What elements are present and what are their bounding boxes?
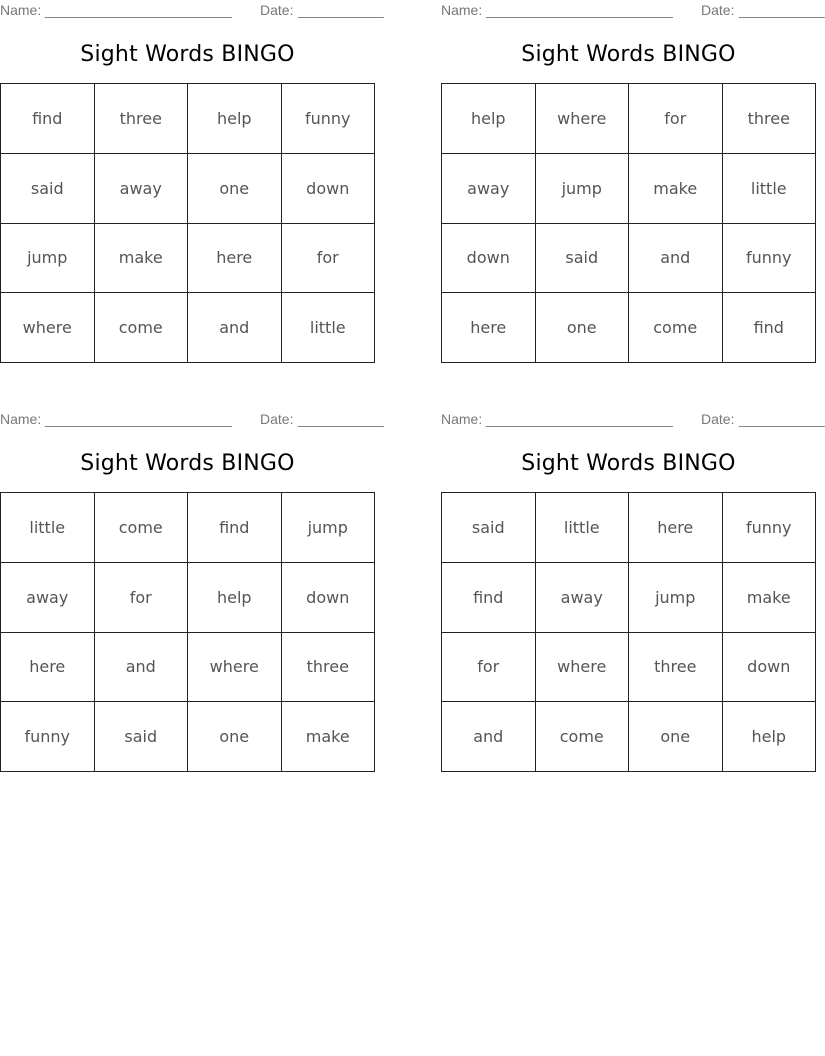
bingo-cell: one (629, 702, 723, 772)
bingo-cell: away (536, 563, 630, 633)
bingo-cell: where (536, 84, 630, 154)
bingo-cell: make (282, 702, 376, 772)
bingo-cell: for (95, 563, 189, 633)
bingo-cell: three (723, 84, 817, 154)
bingo-cell: and (188, 293, 282, 363)
name-field: ________________________ (45, 411, 232, 427)
bingo-cell: said (536, 224, 630, 294)
bingo-cell: little (536, 493, 630, 563)
date-label: Date: (701, 411, 735, 427)
bingo-cell: and (629, 224, 723, 294)
bingo-grid (0, 83, 375, 363)
bingo-cell: down (282, 154, 376, 224)
bingo-cell: come (629, 293, 723, 363)
bingo-cell: for (442, 633, 536, 703)
bingo-cell: for (282, 224, 376, 294)
bingo-cell: make (95, 224, 189, 294)
bingo-cell: here (442, 293, 536, 363)
bingo-cell: one (536, 293, 630, 363)
bingo-cell: jump (1, 224, 95, 294)
date-field: ___________ (739, 2, 825, 18)
date-field: ___________ (298, 411, 384, 427)
bingo-cell: come (95, 293, 189, 363)
bingo-cell: three (95, 84, 189, 154)
bingo-cell: find (723, 293, 817, 363)
name-date-header (0, 411, 384, 429)
bingo-cell: and (95, 633, 189, 703)
bingo-cell: and (442, 702, 536, 772)
bingo-cell: funny (1, 702, 95, 772)
bingo-cell: help (188, 84, 282, 154)
date-label: Date: (701, 2, 735, 18)
bingo-cell: funny (723, 224, 817, 294)
bingo-cell: little (723, 154, 817, 224)
card-title: Sight Words BINGO (80, 451, 295, 476)
date-field: ___________ (298, 2, 384, 18)
bingo-cell: down (723, 633, 817, 703)
bingo-cell: little (1, 493, 95, 563)
name-date-header (0, 2, 384, 20)
bingo-cell: three (629, 633, 723, 703)
date-label: Date: (260, 2, 294, 18)
bingo-cell: funny (723, 493, 817, 563)
bingo-cell: where (536, 633, 630, 703)
bingo-card (0, 0, 384, 338)
bingo-grid (441, 83, 816, 363)
bingo-cell: funny (282, 84, 376, 154)
name-field: ________________________ (486, 2, 673, 18)
bingo-cell: said (95, 702, 189, 772)
bingo-cell: three (282, 633, 376, 703)
bingo-cell: make (629, 154, 723, 224)
bingo-cell: here (1, 633, 95, 703)
bingo-cell: away (442, 154, 536, 224)
bingo-cell: help (442, 84, 536, 154)
bingo-cell: said (442, 493, 536, 563)
bingo-cell: away (95, 154, 189, 224)
name-label: Name: (441, 2, 483, 18)
bingo-grid (0, 492, 375, 772)
card-title: Sight Words BINGO (521, 42, 736, 67)
name-label: Name: (441, 411, 483, 427)
bingo-card (0, 409, 384, 747)
bingo-cell: jump (629, 563, 723, 633)
bingo-cell: jump (282, 493, 376, 563)
bingo-card (441, 409, 825, 747)
bingo-grid (441, 492, 816, 772)
bingo-cell: away (1, 563, 95, 633)
bingo-cell: find (1, 84, 95, 154)
bingo-cell: down (442, 224, 536, 294)
bingo-cell: down (282, 563, 376, 633)
card-title: Sight Words BINGO (80, 42, 295, 67)
bingo-cell: here (188, 224, 282, 294)
bingo-cell: said (1, 154, 95, 224)
bingo-cell: find (188, 493, 282, 563)
name-label: Name: (0, 411, 42, 427)
bingo-cell: make (723, 563, 817, 633)
bingo-cell: here (629, 493, 723, 563)
date-label: Date: (260, 411, 294, 427)
card-title: Sight Words BINGO (521, 451, 736, 476)
name-label: Name: (0, 2, 42, 18)
bingo-cell: for (629, 84, 723, 154)
bingo-cell: come (95, 493, 189, 563)
bingo-cell: where (188, 633, 282, 703)
bingo-cell: help (723, 702, 817, 772)
bingo-card (441, 0, 825, 338)
bingo-cell: help (188, 563, 282, 633)
name-date-header (441, 2, 825, 20)
name-date-header (441, 411, 825, 429)
name-field: ________________________ (45, 2, 232, 18)
date-field: ___________ (739, 411, 825, 427)
name-field: ________________________ (486, 411, 673, 427)
bingo-cell: jump (536, 154, 630, 224)
bingo-cell: one (188, 154, 282, 224)
bingo-cell: one (188, 702, 282, 772)
bingo-cell: come (536, 702, 630, 772)
bingo-cell: where (1, 293, 95, 363)
bingo-cell: find (442, 563, 536, 633)
bingo-cell: little (282, 293, 376, 363)
